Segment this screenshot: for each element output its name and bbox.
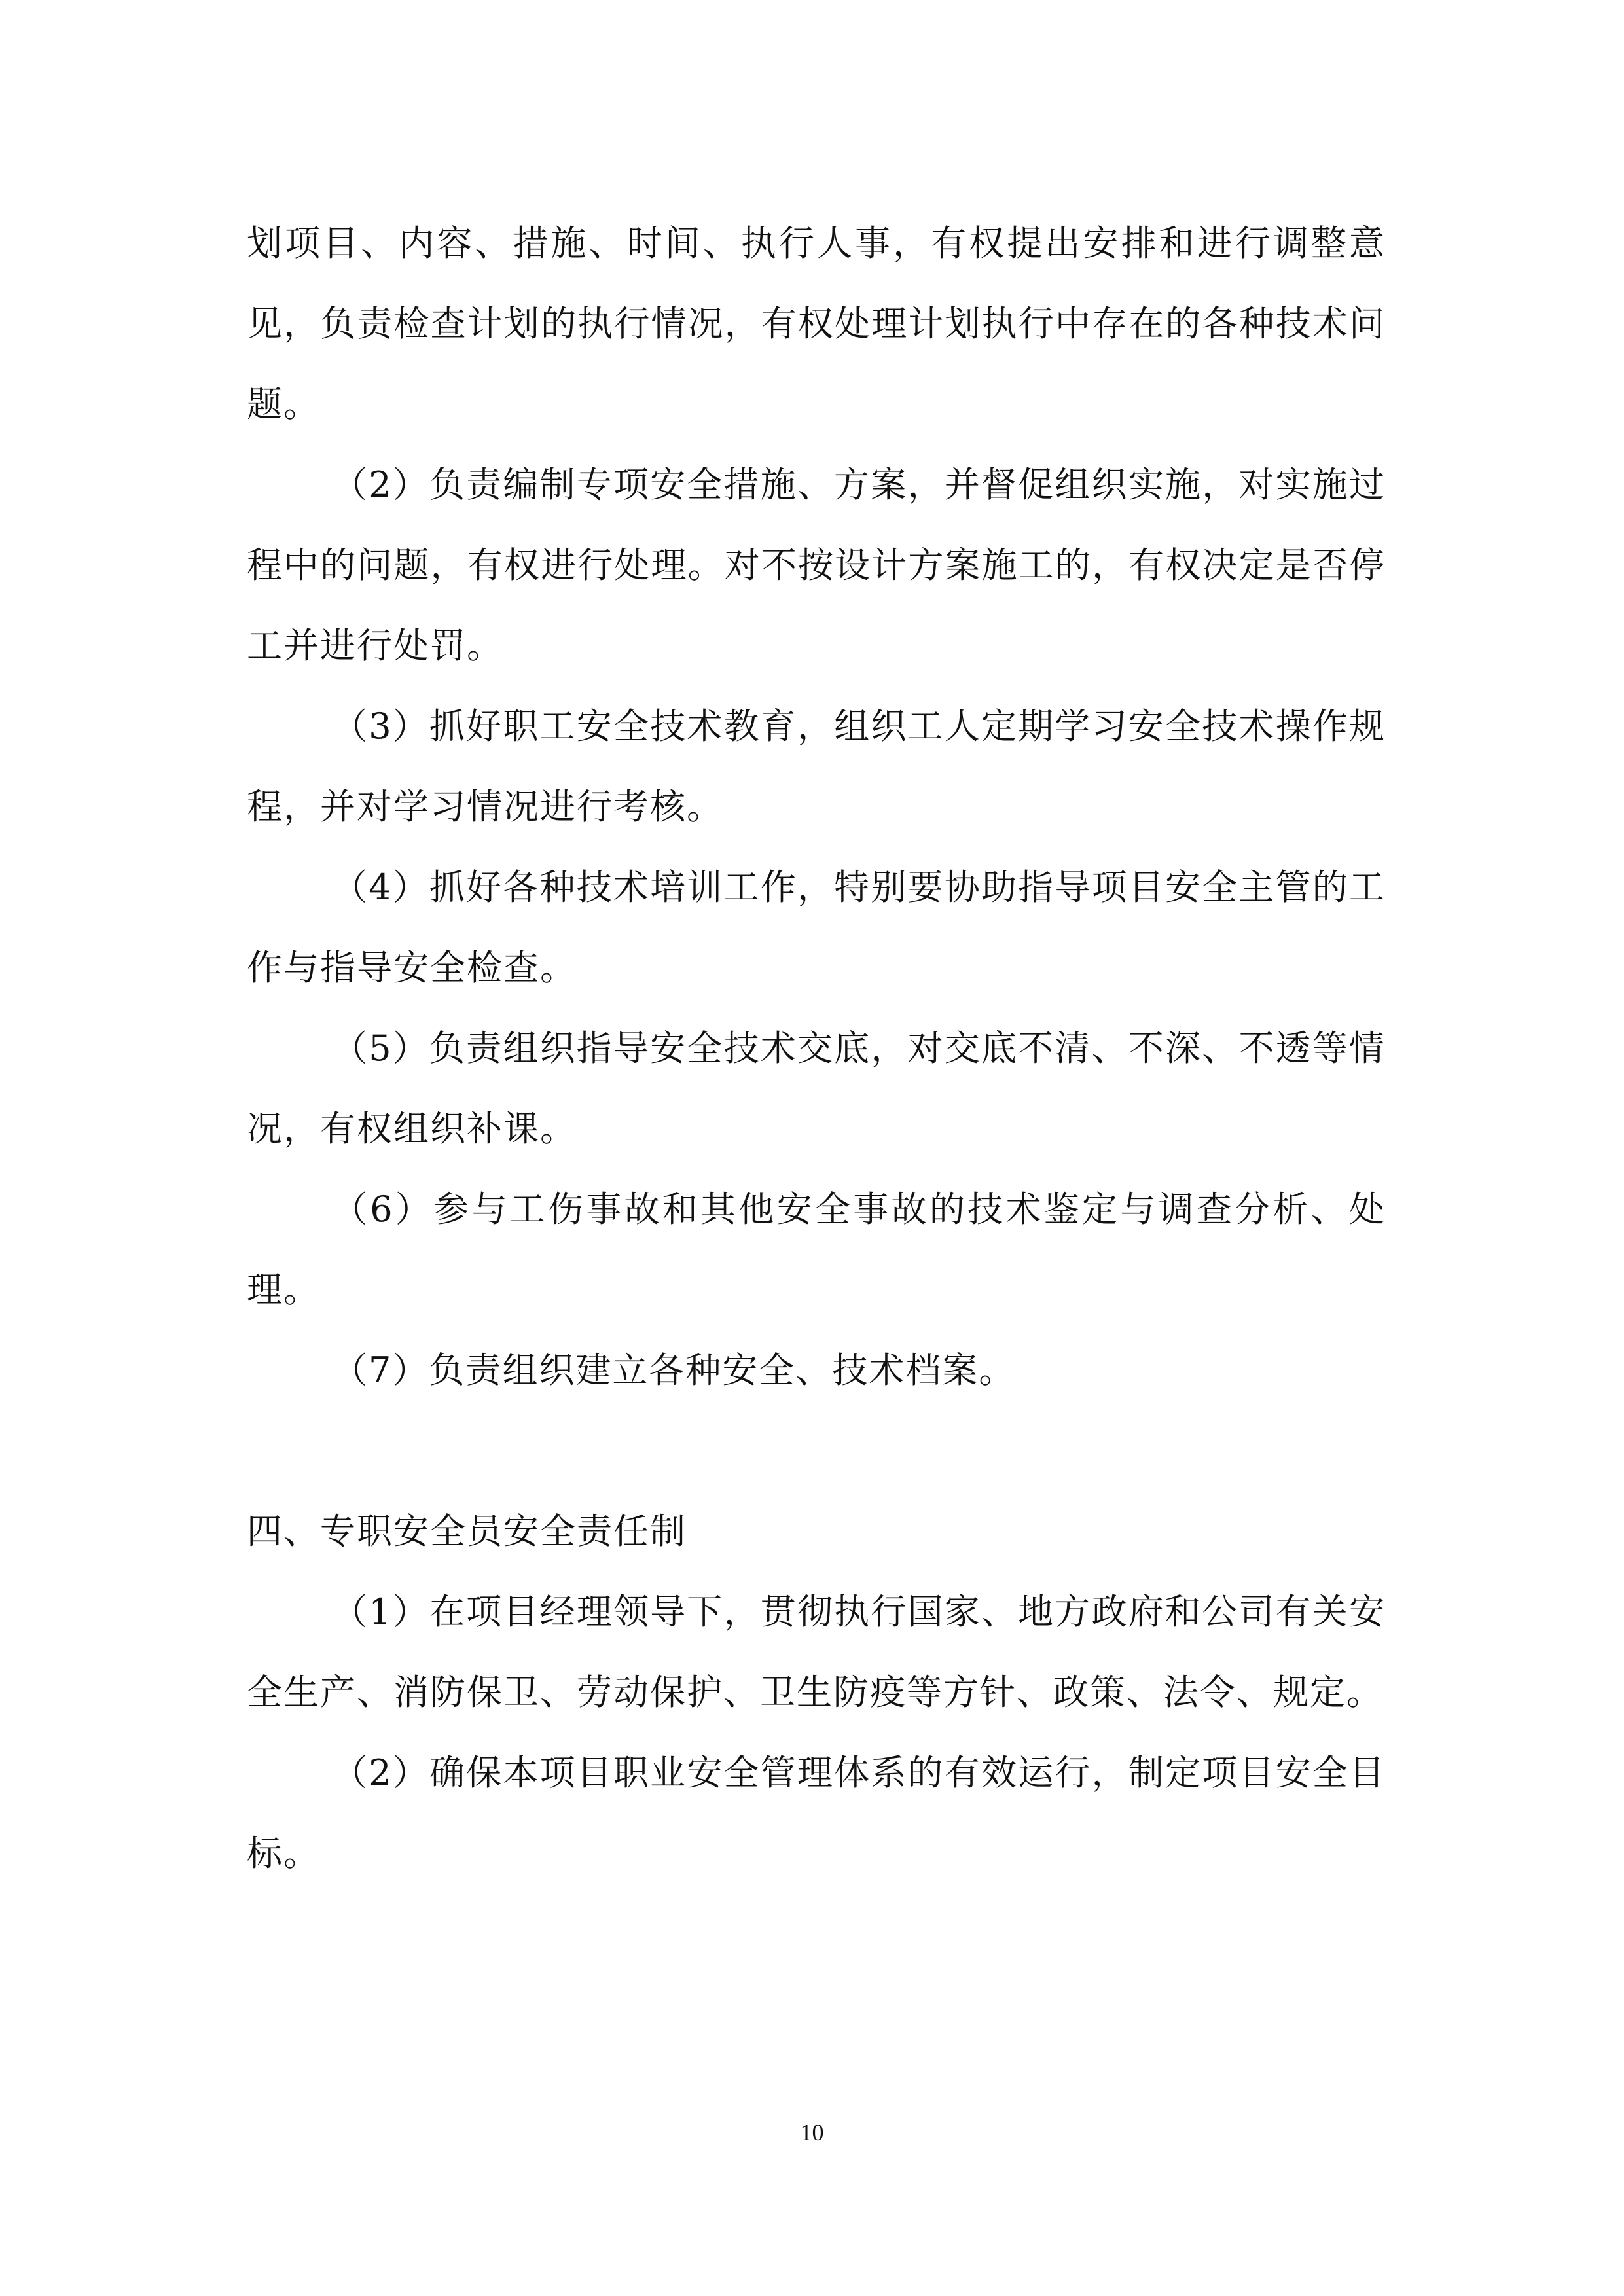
paragraph-safety-officer-1: （1）在项目经理领导下，贯彻执行国家、地方政府和公司有关安全生产、消防保卫、劳动保护、卫生防疫等方针、政策、法令、规定。 <box>247 1591 1386 1713</box>
section-heading: 四、专职安全员安全责任制 <box>247 1511 687 1552</box>
paragraph-item-3: （3）抓好职工安全技术教育，组织工人定期学习安全技术操作规程，并对学习情况进行考核。 <box>247 706 1386 827</box>
paragraph-item-5: （5）负责组织指导安全技术交底，对交底不清、不深、不透等情况，有权组织补课。 <box>247 1028 1386 1149</box>
page-number: 10 <box>800 2119 824 2145</box>
paragraph-safety-officer-2: （2）确保本项目职业安全管理体系的有效运行，制定项目安全目标。 <box>247 1752 1386 1874</box>
paragraph-continuation: 划项目、内容、措施、时间、执行人事，有权提出安排和进行调整意见，负责检查计划的执行情况，有权处理计划执行中存在的各种技术问题。 <box>247 223 1386 425</box>
document-body <box>247 203 1386 1893</box>
paragraph-item-2: （2）负责编制专项安全措施、方案，并督促组织实施，对实施过程中的问题，有权进行处理。对不按设计方案施工的，有权决定是否停工并进行处罚。 <box>247 464 1386 666</box>
paragraph-item-4: （4）抓好各种技术培训工作，特别要协助指导项目安全主管的工作与指导安全检查。 <box>247 867 1386 988</box>
paragraph-item-6: （6）参与工伤事故和其他安全事故的技术鉴定与调查分析、处理。 <box>247 1189 1386 1310</box>
paragraph-item-7: （7）负责组织建立各种安全、技术档案。 <box>332 1350 1016 1391</box>
